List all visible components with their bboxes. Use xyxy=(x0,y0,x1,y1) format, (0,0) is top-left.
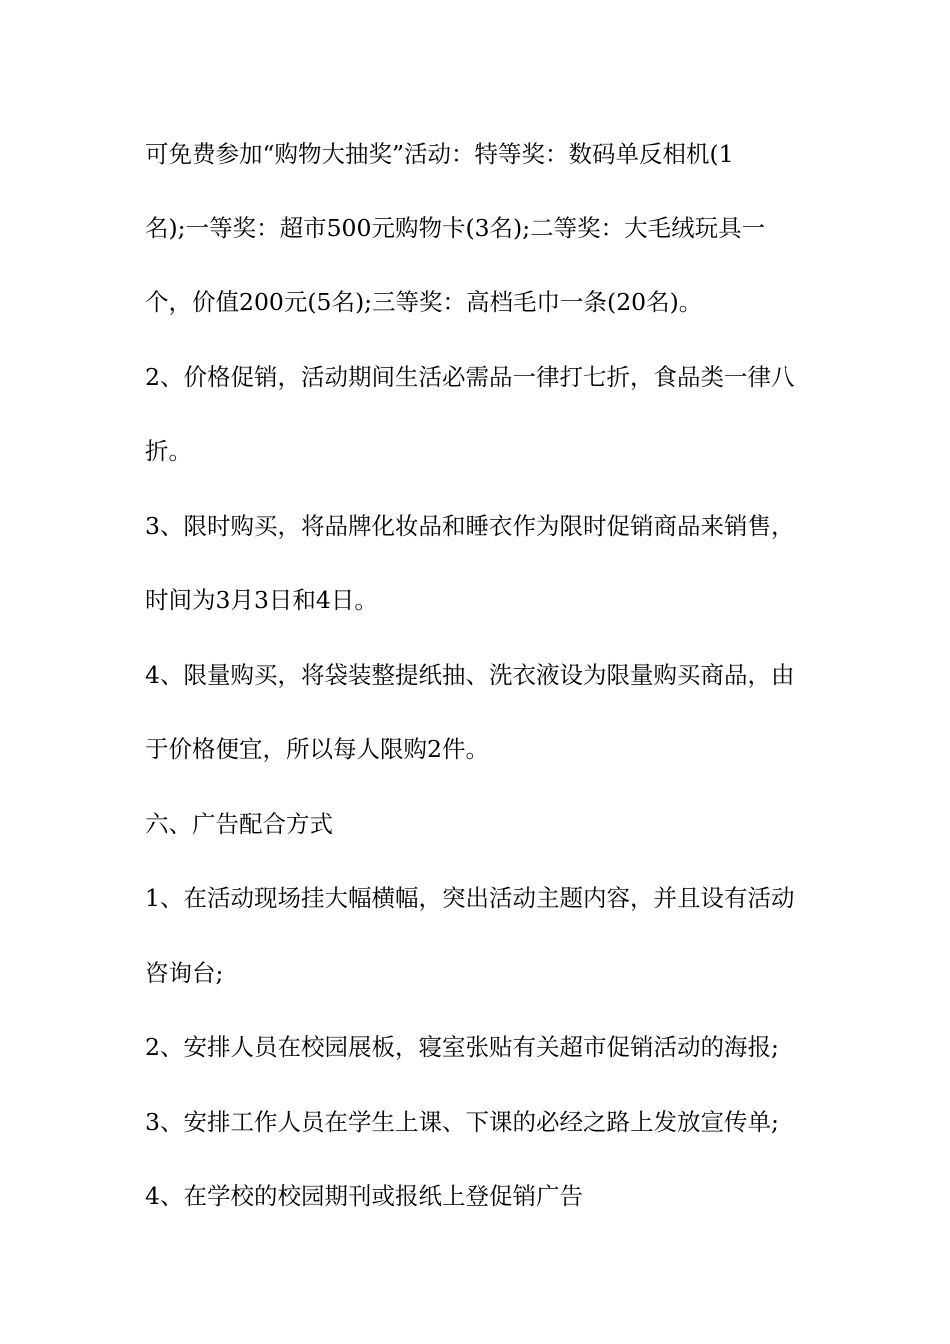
text-line: 1、在活动现场挂大幅横幅，突出活动主题内容，并且设有活动 xyxy=(145,884,795,912)
text-line: 2、价格促销，活动期间生活必需品一律打七折，食品类一律八 xyxy=(145,363,795,391)
section-heading: 六、广告配合方式 xyxy=(145,810,333,838)
text-line: 3、安排工作人员在学生上课、下课的必经之路上发放宣传单; xyxy=(145,1108,779,1136)
text-line: 名);一等奖：超市500元购物卡(3名);二等奖：大毛绒玩具一 xyxy=(145,214,766,242)
text-line: 时间为3月3日和4日。 xyxy=(145,586,378,614)
text-line: 个，价值200元(5名);三等奖：高档毛巾一条(20名)。 xyxy=(145,288,703,316)
text-line: 2、安排人员在校园展板，寝室张贴有关超市促销活动的海报; xyxy=(145,1033,779,1061)
text-line: 4、限量购买，将袋装整提纸抽、洗衣液设为限量购买商品，由 xyxy=(145,661,795,689)
text-line: 3、限时购买，将品牌化妆品和睡衣作为限时促销商品来销售， xyxy=(145,512,795,540)
text-line: 咨询台; xyxy=(145,959,224,987)
text-line: 于价格便宜，所以每人限购2件。 xyxy=(145,735,489,763)
text-line: 可免费参加“购物大抽奖”活动：特等奖：数码单反相机(1 xyxy=(145,140,734,168)
text-line: 折。 xyxy=(145,437,192,465)
text-line: 4、在学校的校园期刊或报纸上登促销广告 xyxy=(145,1182,583,1210)
